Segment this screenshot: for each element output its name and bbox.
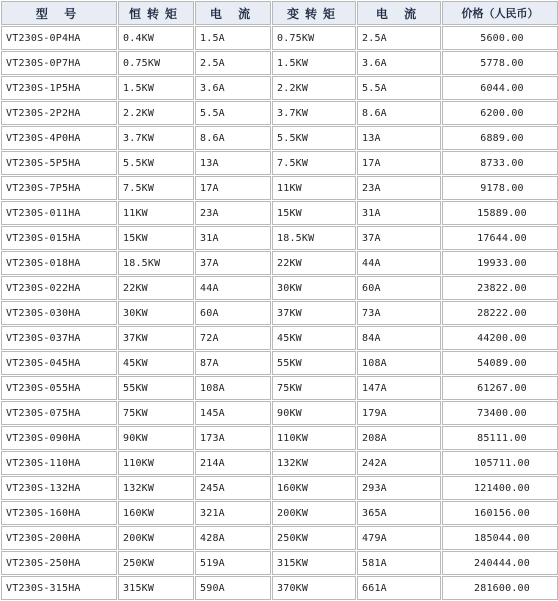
cell-price: 6200.00 [442, 101, 558, 125]
cell-current-2: 242A [357, 451, 441, 475]
cell-price: 5600.00 [442, 26, 558, 50]
cell-model: VT230S-7P5HA [1, 176, 117, 200]
cell-constant-torque: 0.4KW [118, 26, 194, 50]
cell-constant-torque: 110KW [118, 451, 194, 475]
cell-constant-torque: 1.5KW [118, 76, 194, 100]
cell-current-1: 245A [195, 476, 271, 500]
cell-variable-torque: 250KW [272, 526, 356, 550]
table-row [1, 26, 558, 50]
cell-constant-torque: 30KW [118, 301, 194, 325]
cell-constant-torque: 75KW [118, 401, 194, 425]
cell-constant-torque: 11KW [118, 201, 194, 225]
cell-price: 61267.00 [442, 376, 558, 400]
cell-current-2: 3.6A [357, 51, 441, 75]
cell-model: VT230S-045HA [1, 351, 117, 375]
cell-variable-torque: 315KW [272, 551, 356, 575]
cell-model: VT230S-1P5HA [1, 76, 117, 100]
cell-constant-torque: 5.5KW [118, 151, 194, 175]
cell-current-1: 23A [195, 201, 271, 225]
cell-current-1: 145A [195, 401, 271, 425]
cell-constant-torque: 315KW [118, 576, 194, 600]
cell-model: VT230S-011HA [1, 201, 117, 225]
cell-current-1: 37A [195, 251, 271, 275]
cell-current-2: 179A [357, 401, 441, 425]
cell-model: VT230S-0P4HA [1, 26, 117, 50]
cell-variable-torque: 90KW [272, 401, 356, 425]
cell-variable-torque: 2.2KW [272, 76, 356, 100]
cell-model: VT230S-075HA [1, 401, 117, 425]
cell-variable-torque: 0.75KW [272, 26, 356, 50]
table-row [1, 76, 558, 100]
cell-current-2: 13A [357, 126, 441, 150]
cell-price: 160156.00 [442, 501, 558, 525]
cell-model: VT230S-250HA [1, 551, 117, 575]
table-row [1, 401, 558, 425]
cell-price: 8733.00 [442, 151, 558, 175]
cell-current-1: 3.6A [195, 76, 271, 100]
cell-current-2: 479A [357, 526, 441, 550]
cell-variable-torque: 11KW [272, 176, 356, 200]
cell-variable-torque: 132KW [272, 451, 356, 475]
header-current-2: 电 流 [357, 1, 441, 25]
cell-constant-torque: 18.5KW [118, 251, 194, 275]
cell-current-2: 108A [357, 351, 441, 375]
cell-current-1: 17A [195, 176, 271, 200]
table-row [1, 276, 558, 300]
table-row [1, 101, 558, 125]
cell-price: 54089.00 [442, 351, 558, 375]
cell-model: VT230S-132HA [1, 476, 117, 500]
cell-current-2: 60A [357, 276, 441, 300]
cell-current-1: 2.5A [195, 51, 271, 75]
cell-price: 44200.00 [442, 326, 558, 350]
cell-constant-torque: 160KW [118, 501, 194, 525]
cell-current-2: 17A [357, 151, 441, 175]
cell-price: 6889.00 [442, 126, 558, 150]
header-price: 价格（人民币） [442, 1, 558, 25]
cell-current-2: 8.6A [357, 101, 441, 125]
header-variable-torque: 变转矩 [272, 1, 356, 25]
cell-constant-torque: 15KW [118, 226, 194, 250]
cell-model: VT230S-030HA [1, 301, 117, 325]
cell-current-1: 60A [195, 301, 271, 325]
table-row [1, 201, 558, 225]
table-row [1, 451, 558, 475]
cell-price: 105711.00 [442, 451, 558, 475]
cell-current-2: 84A [357, 326, 441, 350]
cell-variable-torque: 160KW [272, 476, 356, 500]
cell-constant-torque: 90KW [118, 426, 194, 450]
cell-variable-torque: 7.5KW [272, 151, 356, 175]
cell-model: VT230S-110HA [1, 451, 117, 475]
cell-variable-torque: 370KW [272, 576, 356, 600]
table-body [1, 26, 558, 600]
cell-model: VT230S-5P5HA [1, 151, 117, 175]
table-row [1, 326, 558, 350]
table-row [1, 51, 558, 75]
cell-current-1: 13A [195, 151, 271, 175]
cell-current-1: 173A [195, 426, 271, 450]
table-row [1, 351, 558, 375]
table-row [1, 176, 558, 200]
cell-current-1: 108A [195, 376, 271, 400]
cell-price: 121400.00 [442, 476, 558, 500]
cell-current-2: 37A [357, 226, 441, 250]
cell-current-2: 44A [357, 251, 441, 275]
cell-variable-torque: 110KW [272, 426, 356, 450]
cell-model: VT230S-018HA [1, 251, 117, 275]
cell-current-2: 73A [357, 301, 441, 325]
cell-current-2: 5.5A [357, 76, 441, 100]
cell-current-2: 365A [357, 501, 441, 525]
cell-constant-torque: 45KW [118, 351, 194, 375]
cell-model: VT230S-090HA [1, 426, 117, 450]
cell-constant-torque: 0.75KW [118, 51, 194, 75]
cell-current-1: 214A [195, 451, 271, 475]
cell-price: 28222.00 [442, 301, 558, 325]
cell-current-2: 23A [357, 176, 441, 200]
cell-current-1: 8.6A [195, 126, 271, 150]
cell-price: 281600.00 [442, 576, 558, 600]
cell-variable-torque: 37KW [272, 301, 356, 325]
cell-model: VT230S-160HA [1, 501, 117, 525]
cell-current-1: 87A [195, 351, 271, 375]
cell-constant-torque: 200KW [118, 526, 194, 550]
cell-current-1: 428A [195, 526, 271, 550]
table-row [1, 226, 558, 250]
cell-price: 15889.00 [442, 201, 558, 225]
cell-variable-torque: 5.5KW [272, 126, 356, 150]
cell-variable-torque: 15KW [272, 201, 356, 225]
table-row [1, 426, 558, 450]
header-current-1: 电 流 [195, 1, 271, 25]
cell-price: 6044.00 [442, 76, 558, 100]
cell-current-1: 72A [195, 326, 271, 350]
table-row [1, 151, 558, 175]
cell-price: 240444.00 [442, 551, 558, 575]
table-row [1, 526, 558, 550]
cell-model: VT230S-4P0HA [1, 126, 117, 150]
cell-constant-torque: 132KW [118, 476, 194, 500]
cell-current-2: 2.5A [357, 26, 441, 50]
cell-variable-torque: 3.7KW [272, 101, 356, 125]
cell-current-1: 44A [195, 276, 271, 300]
cell-price: 19933.00 [442, 251, 558, 275]
table-row [1, 551, 558, 575]
cell-variable-torque: 200KW [272, 501, 356, 525]
cell-current-1: 321A [195, 501, 271, 525]
cell-variable-torque: 22KW [272, 251, 356, 275]
cell-model: VT230S-022HA [1, 276, 117, 300]
cell-current-1: 31A [195, 226, 271, 250]
cell-model: VT230S-2P2HA [1, 101, 117, 125]
cell-constant-torque: 2.2KW [118, 101, 194, 125]
cell-constant-torque: 55KW [118, 376, 194, 400]
cell-model: VT230S-200HA [1, 526, 117, 550]
table-row [1, 251, 558, 275]
table-row [1, 126, 558, 150]
cell-price: 5778.00 [442, 51, 558, 75]
header-model: 型 号 [1, 1, 117, 25]
cell-model: VT230S-0P7HA [1, 51, 117, 75]
cell-constant-torque: 7.5KW [118, 176, 194, 200]
cell-model: VT230S-015HA [1, 226, 117, 250]
cell-variable-torque: 1.5KW [272, 51, 356, 75]
header-row [1, 1, 558, 25]
cell-model: VT230S-055HA [1, 376, 117, 400]
cell-variable-torque: 75KW [272, 376, 356, 400]
cell-constant-torque: 22KW [118, 276, 194, 300]
cell-variable-torque: 55KW [272, 351, 356, 375]
cell-price: 23822.00 [442, 276, 558, 300]
header-constant-torque: 恒转矩 [118, 1, 194, 25]
cell-price: 9178.00 [442, 176, 558, 200]
cell-current-1: 519A [195, 551, 271, 575]
table-header [1, 1, 558, 25]
table-row [1, 501, 558, 525]
cell-current-1: 1.5A [195, 26, 271, 50]
cell-model: VT230S-315HA [1, 576, 117, 600]
cell-current-2: 293A [357, 476, 441, 500]
cell-variable-torque: 30KW [272, 276, 356, 300]
cell-current-2: 208A [357, 426, 441, 450]
table-row [1, 301, 558, 325]
cell-current-2: 661A [357, 576, 441, 600]
cell-price: 73400.00 [442, 401, 558, 425]
cell-current-2: 147A [357, 376, 441, 400]
table-row [1, 376, 558, 400]
cell-model: VT230S-037HA [1, 326, 117, 350]
cell-constant-torque: 250KW [118, 551, 194, 575]
cell-current-1: 590A [195, 576, 271, 600]
cell-variable-torque: 45KW [272, 326, 356, 350]
cell-price: 85111.00 [442, 426, 558, 450]
cell-price: 185044.00 [442, 526, 558, 550]
cell-constant-torque: 37KW [118, 326, 194, 350]
cell-current-2: 581A [357, 551, 441, 575]
cell-variable-torque: 18.5KW [272, 226, 356, 250]
cell-constant-torque: 3.7KW [118, 126, 194, 150]
cell-current-2: 31A [357, 201, 441, 225]
cell-current-1: 5.5A [195, 101, 271, 125]
cell-price: 17644.00 [442, 226, 558, 250]
table-row [1, 476, 558, 500]
